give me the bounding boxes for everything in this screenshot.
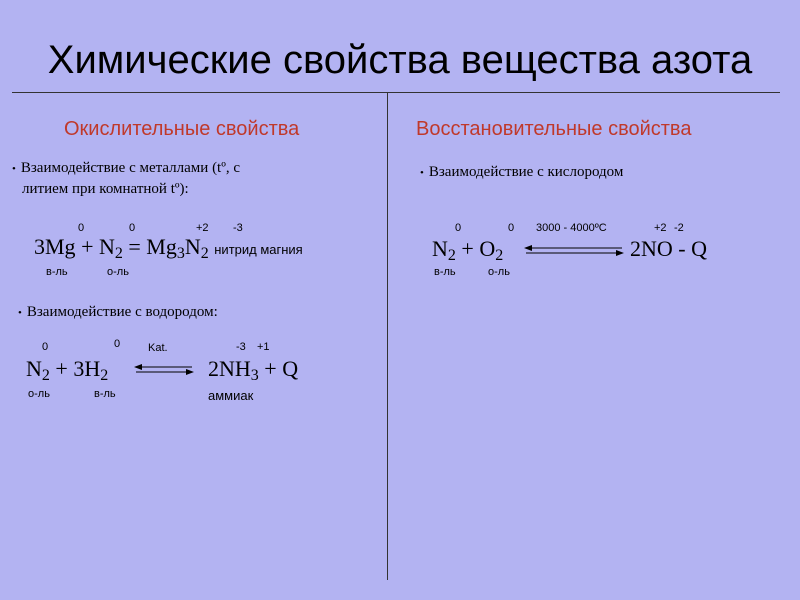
- reversible-arrow-icon: [134, 363, 194, 375]
- role-label: о-ль: [28, 388, 50, 400]
- page-title: Химические свойства вещества азота: [47, 38, 753, 82]
- reagent-mg: 3Mg: [34, 234, 76, 259]
- subscript: 2: [100, 367, 109, 384]
- subscript: 2: [447, 247, 456, 264]
- symbol: N: [98, 234, 115, 259]
- role-label: в-ль: [46, 266, 68, 278]
- equation-no-reactants: [432, 238, 503, 263]
- subscript: 3: [176, 245, 185, 262]
- reagent-n2: [432, 236, 456, 264]
- left-heading: Окислительные свойства: [64, 118, 300, 140]
- reagent-n2: [26, 356, 50, 384]
- right-bullet-1-text: Взаимодействие с кислородом: [428, 164, 624, 180]
- role-label: в-ль: [434, 266, 456, 278]
- role-label: о-ль: [107, 266, 129, 278]
- role-label: о-ль: [488, 266, 510, 278]
- symbol: N: [26, 356, 42, 381]
- ox-state: +2: [196, 222, 209, 234]
- catalyst-label: Kat.: [148, 342, 168, 354]
- product-nh3: [208, 356, 259, 384]
- horizontal-divider: [12, 92, 780, 93]
- ox-state: 0: [455, 222, 462, 234]
- reversible-arrow-icon: [524, 244, 624, 256]
- symbol: N: [432, 236, 448, 261]
- right-bullet-1: [420, 162, 623, 183]
- bullet-dot: •: [12, 163, 16, 175]
- ox-state: 0: [508, 222, 515, 234]
- left-bullet-2: [18, 302, 218, 323]
- equation-magnesium-nitride: [34, 236, 303, 261]
- ox-state: 0: [78, 222, 85, 234]
- product-name: нитрид магния: [214, 242, 303, 257]
- ox-state: -2: [674, 222, 684, 234]
- subscript: 2: [495, 247, 504, 264]
- ox-state: -3: [236, 341, 246, 353]
- equation-no-product: 2NO - Q: [630, 236, 707, 261]
- symbol: N: [184, 234, 201, 259]
- plus-sign: +: [461, 236, 474, 261]
- left-bullet-1-line-2: литием при комнатной tº):: [22, 181, 189, 197]
- symbol: Mg: [146, 234, 177, 259]
- equation-ammonia-reactants: [26, 358, 108, 383]
- plus-sign: +: [81, 234, 94, 259]
- ox-state: 0: [129, 222, 136, 234]
- vertical-divider: [387, 92, 388, 580]
- bullet-dot: •: [420, 167, 424, 179]
- role-label: в-ль: [94, 388, 116, 400]
- left-bullet-1: [12, 158, 240, 199]
- symbol: O: [479, 236, 496, 261]
- reagent-o2: [479, 236, 504, 264]
- subscript: 2: [200, 245, 209, 262]
- ox-state: +1: [257, 341, 270, 353]
- ox-state: 0: [114, 338, 121, 350]
- reagent-n2: [98, 234, 123, 262]
- subscript: 3: [250, 367, 259, 384]
- product-name: аммиак: [208, 388, 254, 403]
- condition-label: 3000 - 4000ºC: [536, 222, 607, 234]
- reagent-h2: [73, 356, 109, 384]
- product-mg3n2: [146, 234, 209, 262]
- plus-sign: +: [55, 356, 68, 381]
- right-heading: Восстановительные свойства: [416, 118, 692, 140]
- ox-state: 0: [42, 341, 49, 353]
- subscript: 2: [41, 367, 50, 384]
- left-bullet-2-text: Взаимодействие с водородом:: [26, 304, 218, 320]
- equals-sign: =: [128, 234, 141, 259]
- left-bullet-1-line-1: Взаимодействие с металлами (tº, с: [20, 160, 241, 176]
- subscript: 2: [114, 245, 123, 262]
- symbol: 3H: [73, 356, 101, 381]
- equation-ammonia-product: [208, 358, 298, 383]
- heat-term: + Q: [264, 356, 299, 381]
- bullet-dot: •: [18, 307, 22, 319]
- symbol: 2NH: [208, 356, 251, 381]
- ox-state: +2: [654, 222, 667, 234]
- ox-state: -3: [233, 222, 243, 234]
